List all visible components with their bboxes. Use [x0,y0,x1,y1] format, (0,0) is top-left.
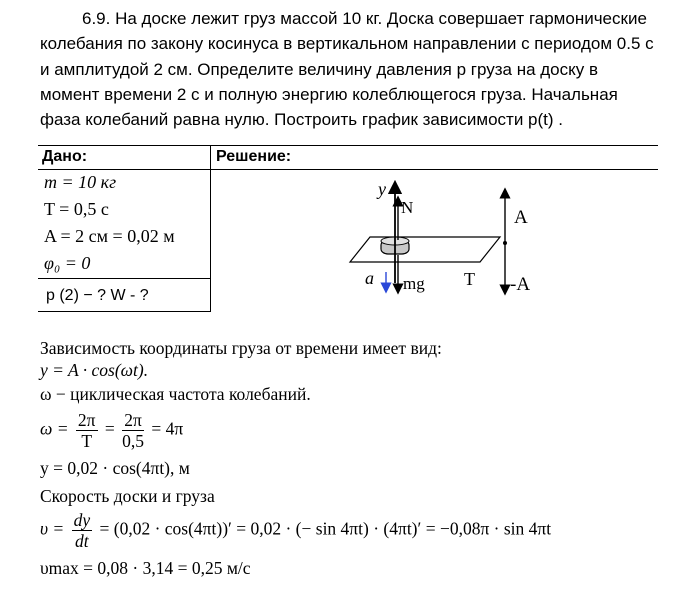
omega-num-1: 2π [77,410,96,430]
board-shape [350,237,500,262]
gravity-label: mg [403,274,425,293]
omega-lhs: ω = [40,418,69,439]
equilibrium-dot [503,241,507,245]
solution-line-3: ω − циклическая частота колебаний. [40,384,311,404]
normal-force-label: N [401,198,414,217]
given-mass: m = 10 кг [44,172,117,192]
amplitude-top-label: A [514,207,528,228]
solution-header: Решение: [216,148,292,165]
given-header: Дано: [42,148,88,165]
omega-den-1: T [81,431,93,451]
solution-line-1: Зависимость координаты груза от времени имеет вид: [40,338,442,358]
acceleration-label: a [365,268,374,288]
omega-fraction-1 [76,410,98,451]
velocity-formula [40,510,551,551]
find-row-border [38,278,210,279]
problem-line-2: колебания по закону косинуса в вертикальном направлении с периодом 0.5 с [40,34,654,54]
find-values: p (2) − ? W - ? [46,287,149,304]
given-period: T = 0,5 с [44,199,109,219]
table-top-border [38,145,658,146]
omega-den-2: 0,5 [122,431,145,451]
amplitude-bottom-label: -A [510,274,531,295]
velocity-den: dt [75,531,89,551]
problem-line-3: и амплитудой 2 см. Определите величину давления p груза на доску в [40,59,599,79]
omega-rhs: = 4π [151,418,184,439]
solution-line-5: y = 0,02 · cos(4πt), м [40,458,190,478]
omega-num-2: 2π [122,410,144,431]
solution-line-8: υmax = 0,08 · 3,14 = 0,25 м/с [40,558,251,578]
problem-statement [40,6,690,132]
velocity-lhs: υ = [40,518,65,539]
axis-y-label: y [378,179,386,199]
omega-equals: = [104,418,115,439]
solution-line-6: Скорость доски и груза [40,486,215,506]
problem-line-5: фаза колебаний равна нулю. Построить график зависимости p(t) . [40,110,564,130]
given-amplitude: A = 2 см = 0,02 м [44,226,175,246]
problem-line-1: 6.9. На доске лежит груз массой 10 кг. Доска совершает гармонические [82,9,647,28]
solution-line-2: y = A · cos(ωt). [40,360,149,380]
problem-line-4: момент времени 2 с и полную энергию колеблющегося груза. Начальная [40,84,618,104]
omega-formula [40,410,183,451]
given-phase: φ₀ = 0 [44,253,91,273]
velocity-fraction [72,510,93,551]
period-label: T [464,269,475,289]
table-column-divider [210,145,211,312]
force-diagram [340,175,550,300]
table-bottom-border [38,311,210,312]
velocity-rhs: = (0,02 · cos(4πt))′ = 0,02 · (− sin 4πt) · (4πt)′ = −0,08π · sin 4πt [99,518,552,539]
velocity-num: dy [73,510,91,530]
omega-fraction-2 [122,410,144,451]
table-header-border [38,169,658,170]
